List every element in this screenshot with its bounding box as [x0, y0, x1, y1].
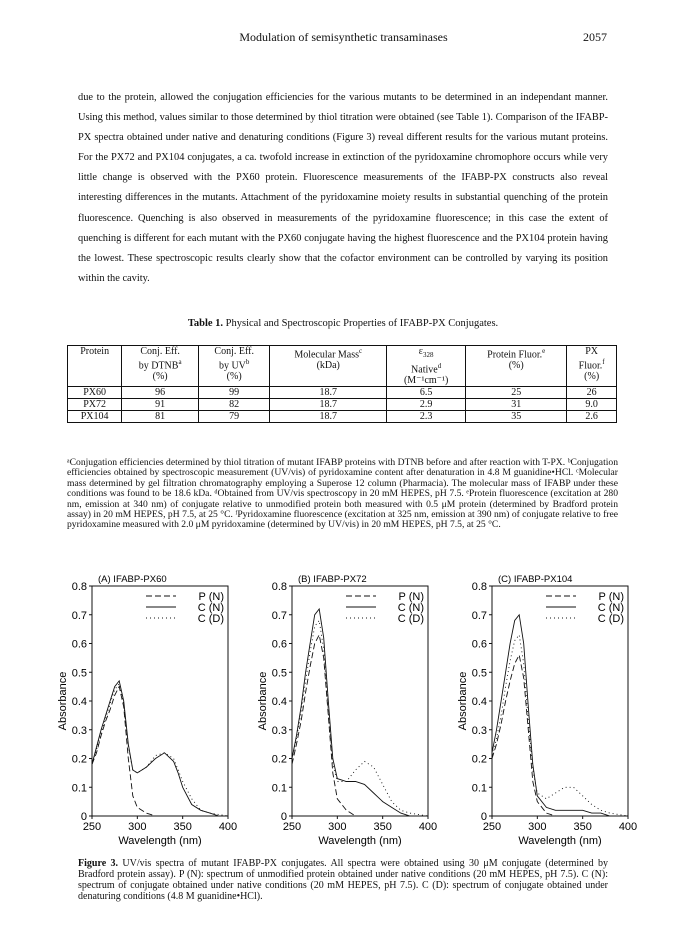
col-header-text: Molecular Mass: [294, 349, 360, 361]
x-tick-label: 250: [282, 821, 302, 833]
col-header-epsilon-native: [387, 346, 466, 387]
body-paragraph: due to the protein, allowed the conjugation efficiencies for the various mutants to be determined in an independant manner. Using this method, values similar to those determined by thiol titration were obtained (see Table 1). Comparison of the IFABP-PX spectra obtained under native and denaturing conditions (Figure 3) reveal different results for the various mutant proteins. For the PX72 and PX104 conjugates, a ca. twofold increase in extinction of the pyridoxamine chromophore occurs while very little change is observed with the PX60 protein. Fluorescence measurements of the IFABP-PX constructs also reveal interesting differences in the mutants. Attachment of the pyridoxamine moiety results in substantial quenching of the protein fluorescence. Quenching is also observed in measurements of the pyridoxamine fluorescence; in this case the extent of quenching is different for each mutant with the PX60 conjugate having the highest fluorescence and the PX104 protein having the lowest. These spectroscopic results clearly show that the cofactor environment can be controlled by varying its position within the cavity.: [78, 92, 608, 284]
col-header-text: by DTNB: [138, 360, 179, 372]
table-caption-label: Table 1.: [187, 318, 224, 329]
table-cell: 31: [466, 399, 567, 411]
col-header-line: Conj. Eff.: [140, 346, 180, 357]
table-cell: 18.7: [270, 411, 387, 423]
table-cell: 82: [198, 399, 269, 411]
y-tick-label: 0.3: [71, 724, 87, 737]
y-tick-label: 0.4: [471, 696, 487, 708]
col-header-protein: [68, 346, 122, 387]
col-header-line: (%): [152, 371, 168, 383]
table-row: [68, 399, 617, 411]
table-cell: 2.3: [387, 411, 466, 423]
subscript: 328: [422, 351, 434, 359]
table-cell: 79: [198, 411, 269, 423]
legend-label: P (N): [198, 591, 224, 603]
y-tick-label: 0.7: [71, 609, 87, 622]
table-cell: 18.7: [270, 399, 387, 411]
table-cell: 2.6: [567, 411, 617, 423]
y-tick-label: 0.5: [71, 667, 87, 680]
plot-title: (B) IFABP-PX72: [298, 574, 367, 585]
y-tick-label: 0.4: [71, 696, 87, 708]
x-tick-label: 250: [82, 821, 102, 833]
y-tick-label: 0.8: [71, 581, 87, 593]
legend-label: P (N): [598, 591, 624, 603]
series-line: [492, 655, 628, 816]
col-header-text: Fluor.: [578, 360, 603, 372]
col-header-line: Protein: [80, 346, 110, 357]
table-cell: 25: [466, 387, 567, 399]
y-tick-label: 0.2: [471, 753, 487, 766]
table-cell: 96: [122, 387, 199, 399]
x-axis-label: Wavelength (nm): [318, 835, 402, 847]
legend-label: C (D): [397, 613, 424, 625]
y-tick-label: 0.8: [471, 581, 487, 593]
y-tick-label: 0.2: [271, 753, 287, 766]
y-axis-label: Absorbance: [57, 671, 69, 731]
y-axis-label: Absorbance: [457, 671, 469, 731]
footnote-text: ᵃConjugation efficiencies determined by thiol titration of mutant IFABP proteins with DTNB before and after reaction with T-PX. ᵇConjugation efficiencies obtained by spectroscopic measurement (UV/vis) of pyridoxamine content after denaturation in 4.8 M guanidine•HCl. ᶜMolecular mass determined by gel filtration chromatography employing a Superose 12 column (Pharmacia). The molecular mass of IFABP under these conditions was found to be 18.6 kDa. ᵈObtained from UV/vis spectroscopy in 20 mM HEPES, pH 7.5. ᵉProtein fluorescence (excitation at 280 nm, emission at 340 nm) of conjugate relative to unmodified protein both measured with 0.5 μM protein (determined by Bradford protein assay) in 20 mM HEPES, pH 7.5, at 25 °C. ᶠPyridoxamine fluorescence (excitation at 325 nm, emission at 390 nm) of conjugate relative to free pyridoxamine measured with 2.0 μM pyridoxamine (determined by UV/vis) in 20 mM HEPES, pH 7.5, at 25 °C.: [67, 457, 618, 531]
y-tick-label: 0.1: [271, 782, 287, 795]
legend-label: P (N): [398, 591, 424, 603]
plot-title: (A) IFABP-PX60: [98, 574, 167, 585]
table-1: [67, 345, 617, 423]
y-tick-label: 0.5: [471, 667, 487, 680]
col-header-conj-eff-dtnb: [122, 346, 199, 387]
running-title: Modulation of semisynthetic transaminases: [239, 30, 448, 44]
table-caption-text: Physical and Spectroscopic Properties of IFABP-PX Conjugates.: [225, 318, 499, 329]
table-footnotes: [67, 458, 618, 531]
y-tick-label: 0.1: [471, 782, 487, 795]
plot-title: (C) IFABP-PX104: [498, 574, 573, 585]
table-cell: PX104: [68, 411, 122, 423]
legend-label: C (D): [597, 613, 624, 625]
col-header-line: Conj. Eff.: [214, 346, 254, 357]
x-tick-label: 400: [418, 821, 438, 833]
col-header-line: (%): [508, 360, 524, 372]
col-header-line: [569, 357, 614, 371]
footnote-mark: d: [437, 362, 442, 370]
body-text: [78, 88, 608, 289]
col-header-line: (%): [226, 371, 242, 383]
figure-caption: [78, 858, 608, 902]
series-line: [492, 635, 628, 816]
y-tick-label: 0.1: [71, 782, 87, 795]
col-header-molecular-mass: [270, 346, 387, 387]
figure-caption-text: UV/vis spectra of mutant IFABP-PX conjugates. All spectra were obtained using 30 μM conjugate (determined by Bradford protein assay). P (N): spectrum of unmodified protein obtained under native conditions (20 mM HEPES, pH 7.5). C (N): spectrum of conjugate obtained under native conditions (20 mM HEPES, pH 7.5). C (D): spectrum of conjugate obtained under denaturing conditions (4.8 M guanidine•HCl).: [78, 858, 608, 902]
col-header-line: [468, 346, 564, 360]
table-cell: 26: [567, 387, 617, 399]
x-tick-label: 350: [373, 821, 392, 833]
table-header-row: [68, 346, 617, 387]
col-header-text: ε: [418, 346, 423, 357]
col-header-protein-fluor: [466, 346, 567, 387]
y-tick-label: 0.6: [271, 638, 287, 651]
x-tick-label: 300: [328, 821, 347, 833]
plot-b: [240, 564, 440, 849]
col-header-line: (kDa): [316, 360, 340, 372]
x-tick-label: 300: [528, 821, 547, 833]
figure-3-plots: [40, 564, 640, 849]
col-header-text: Native: [411, 364, 438, 376]
col-header-line: (%): [584, 371, 600, 383]
x-tick-label: 300: [128, 821, 147, 833]
running-header: [0, 30, 687, 50]
footnote-mark: c: [359, 347, 363, 355]
table-cell: 9.0: [567, 399, 617, 411]
plot-c: [440, 564, 640, 849]
y-tick-label: 0: [480, 811, 487, 823]
table-cell: 6.5: [387, 387, 466, 399]
legend-label: C (N): [597, 602, 624, 614]
table-cell: 81: [122, 411, 199, 423]
col-header-line: [272, 346, 384, 360]
series-line: [492, 615, 628, 816]
col-header-line: [389, 346, 463, 361]
col-header-text: by UV: [218, 360, 246, 372]
y-tick-label: 0.7: [471, 609, 487, 622]
table-cell: 91: [122, 399, 199, 411]
y-tick-label: 0: [280, 811, 287, 823]
col-header-line: [124, 357, 196, 371]
y-tick-label: 0.6: [71, 638, 87, 651]
legend-label: C (N): [197, 602, 224, 614]
table-row: [68, 387, 617, 399]
legend-label: C (D): [197, 613, 224, 625]
col-header-px-fluor: [567, 346, 617, 387]
x-tick-label: 400: [218, 821, 238, 833]
y-axis-label: Absorbance: [257, 671, 269, 731]
y-tick-label: 0.3: [271, 724, 287, 737]
x-tick-label: 350: [573, 821, 592, 833]
table-cell: 18.7: [270, 387, 387, 399]
footnote-mark: f: [602, 358, 605, 366]
footnote-mark: b: [245, 358, 250, 366]
x-tick-label: 250: [482, 821, 502, 833]
col-header-text: Protein Fluor.: [487, 349, 543, 361]
plot-a: [40, 564, 240, 849]
y-tick-label: 0.3: [471, 724, 487, 737]
page-number: 2057: [583, 30, 607, 44]
table-cell: 35: [466, 411, 567, 423]
series-line: [292, 635, 428, 816]
col-header-line: (M⁻¹cm⁻¹): [403, 375, 449, 387]
x-axis-label: Wavelength (nm): [518, 835, 602, 847]
y-tick-label: 0.8: [271, 581, 287, 593]
series-line: [292, 621, 428, 817]
y-tick-label: 0.2: [71, 753, 87, 766]
table-row: [68, 411, 617, 423]
y-tick-label: 0.5: [271, 667, 287, 680]
table-cell: PX72: [68, 399, 122, 411]
legend-label: C (N): [397, 602, 424, 614]
y-tick-label: 0.7: [271, 609, 287, 622]
footnote-mark: a: [178, 358, 182, 366]
x-tick-label: 400: [618, 821, 638, 833]
col-header-line: [389, 361, 463, 375]
x-tick-label: 350: [173, 821, 192, 833]
figure-caption-label: Figure 3.: [78, 858, 119, 869]
table-cell: 2.9: [387, 399, 466, 411]
y-tick-label: 0: [80, 811, 87, 823]
col-header-conj-eff-uv: [198, 346, 269, 387]
table-cell: 99: [198, 387, 269, 399]
y-tick-label: 0.4: [271, 696, 287, 708]
x-axis-label: Wavelength (nm): [118, 835, 202, 847]
col-header-line: PX: [585, 346, 599, 357]
series-line: [92, 687, 228, 816]
col-header-line: [201, 357, 267, 371]
table-caption: [78, 318, 608, 329]
y-tick-label: 0.6: [471, 638, 487, 651]
table-cell: PX60: [68, 387, 122, 399]
footnote-mark: e: [542, 347, 546, 355]
